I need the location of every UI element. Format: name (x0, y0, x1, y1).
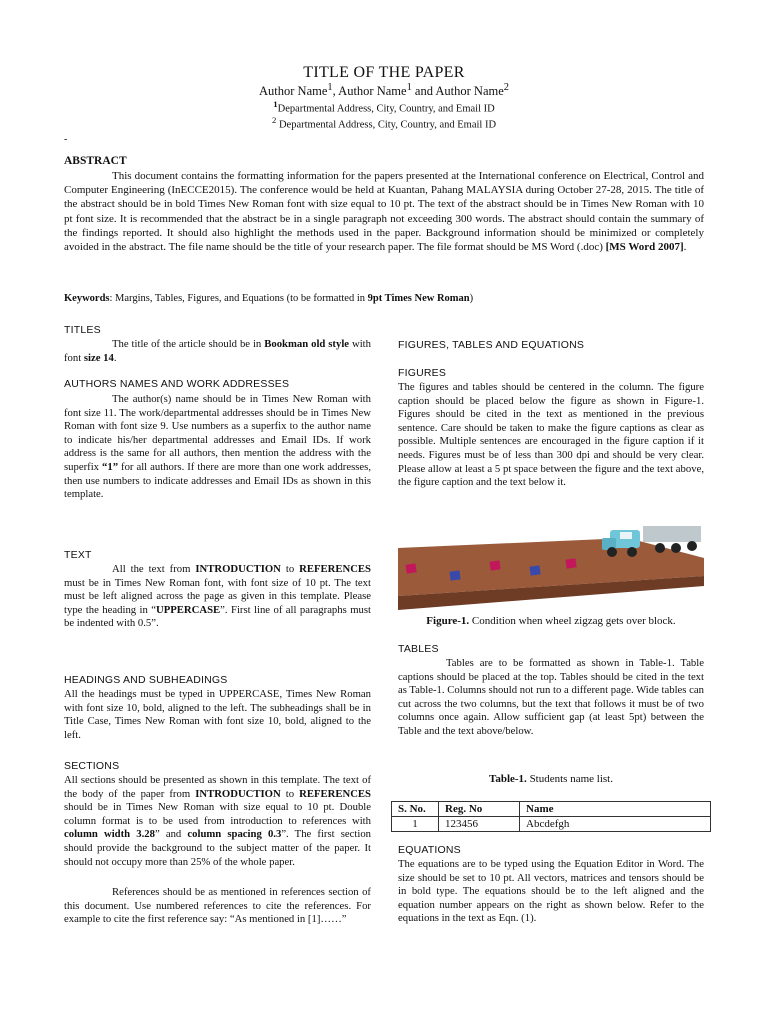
paper-title: TITLE OF THE PAPER (303, 64, 465, 81)
heading-figtab: FIGURES, TABLES AND EQUATIONS (398, 339, 585, 351)
figure-1-caption: Figure-1. Condition when wheel zigzag gets over block. (426, 615, 676, 627)
tables-paragraph: Tables are to be formatted as shown in Table-1. Table captions should be placed at the top. Tables should be cited in the text as Table-1. Columns should not run to a different page. Wide tables can cut across the two columns, but the text that follows it must be of two columns once again. Allow sufficient gap (at least 5pt) between the Table and the text above/below. (398, 657, 704, 737)
headings-paragraph: All the headings must be typed in UPPERCASE, Times New Roman with font size 10, bold, aligned to the left. The subheadings shall be in Title Case, Times New Roman with font size 10, bold, aligned to the left. (64, 688, 371, 741)
table-header-name: Name (520, 802, 711, 817)
figure-1-image (398, 518, 704, 610)
table-header-row (392, 802, 711, 817)
block-2 (449, 570, 460, 580)
table-cell: Abcdefgh (520, 817, 711, 832)
abstract-heading: ABSTRACT (64, 155, 127, 167)
table-cell: 1 (392, 817, 439, 832)
abstract-text: This document contains the formatting information for the papers presented at the International conference on Electrical, Control and Computer Engineering (InECCE2015). The conference would be held at Kuantan, Pahang MALAYSIA during October 27-28, 2015. The title of the abstract should be in bold Times New Roman font with size equal to 10 pt. The text of the abstract should be in Times New Roman with 10 pt font size. It is recommended that the abstract be in a single paragraph not exceeding 300 words. The abstract should contain the summary of the findings reported. It should also highlight the methods used in the paper. Background information should be minimized or completely avoided in the abstract. The file name should be the title of your research paper. The file format should be MS Word (.doc) [MS Word 2007]. (64, 170, 704, 254)
heading-authors: AUTHORS NAMES AND WORK ADDRESSES (64, 378, 290, 390)
stray-dash: - (64, 134, 68, 145)
table-row (392, 817, 711, 832)
figures-paragraph: The figures and tables should be centered in the column. The figure caption should be placed below the figure as shown in Figure-1. Figures should be cited in the text as mentioned in the previous sentence. Care should be taken to make the figure captions as clear as possible. Multiple sentences are encouraged in the figure caption if it needs. Figures must be of less than 300 dpi and should be very clear. Please allow at least a 5 pt space between the figure and the text above, the figure caption and the text below it. (398, 381, 704, 489)
heading-titles: TITLES (64, 324, 101, 336)
heading-tables: TABLES (398, 643, 439, 655)
heading-sections: SECTIONS (64, 760, 120, 772)
block-3 (489, 560, 500, 570)
titles-paragraph: The title of the article should be in Bookman old style with font size 14. (64, 338, 371, 364)
heading-text: TEXT (64, 549, 92, 561)
table-header-sno: S. No. (392, 802, 439, 817)
author-line: Author Name$^1$, Author Name$^1$ and Author Name$^2$ (259, 82, 509, 99)
references-paragraph: References should be as mentioned in references section of this document. Use numbered references to cite the references. For example to cite the first reference say: “As mentioned in [1]……” (64, 886, 371, 926)
table-header-regno: Reg. No (439, 802, 520, 817)
heading-figures: FIGURES (398, 367, 447, 379)
block-5 (565, 558, 576, 568)
block-1 (405, 563, 416, 573)
heading-equations: EQUATIONS (398, 844, 461, 856)
heading-headings: HEADINGS AND SUBHEADINGS (64, 674, 228, 686)
table-1 (391, 801, 711, 832)
block-4 (529, 565, 540, 575)
table-cell: 123456 (439, 817, 520, 832)
authors-paragraph: The author(s) name should be in Times New Roman with font size 11. The work/departmental addresses should be in Times New Roman with font size 9. Use numbers as a superfix to the author name to indicate his/her departmental addresses and Email IDs. If work address is the same for all authors, then mention the address with the superfix “1” for all authors. If there are more than one work addresses, then use numbers to indicate addresses and Email IDs as shown in this template. (64, 393, 372, 501)
keywords-line: Keywords: Margins, Tables, Figures, and Equations (to be formatted in 9pt Times New Roman) (64, 293, 474, 304)
address-1: $^1$Departmental Address, City, Country, and Email ID (273, 99, 495, 115)
table-1-caption: Table-1. Students name list. (489, 773, 613, 785)
text-paragraph: All the text from INTRODUCTION to REFERENCES must be in Times New Roman font, with font size of 10 pt. The text must be left aligned across the page as given in this template. Please type the heading in “UPPERCASE”. First line of all paragraphs must be indented with 0.5”. (64, 563, 371, 630)
equations-paragraph: The equations are to be typed using the Equation Editor in Word. The size should be set to 10 pt. All vectors, matrices and tensors should be in bold type. The equations should be to the left aligned and the equation number appears on the right as shown below. Refer to the equations in the text as Eqn. (1). (398, 858, 704, 925)
sections-paragraph: All sections should be presented as shown in this template. The text of the body of the paper from INTRODUCTION to REFERENCES should be in Times New Roman with size equal to 10 pt. Double column format is to be used from introduction to references with column width 3.28” and column spacing 0.3”. The first section should provide the background to the subject matter of the paper. It should not occupy more than 25% of the whole paper. (64, 774, 372, 868)
address-2: $^2$ Departmental Address, City, Country, and Email ID (271, 115, 497, 131)
